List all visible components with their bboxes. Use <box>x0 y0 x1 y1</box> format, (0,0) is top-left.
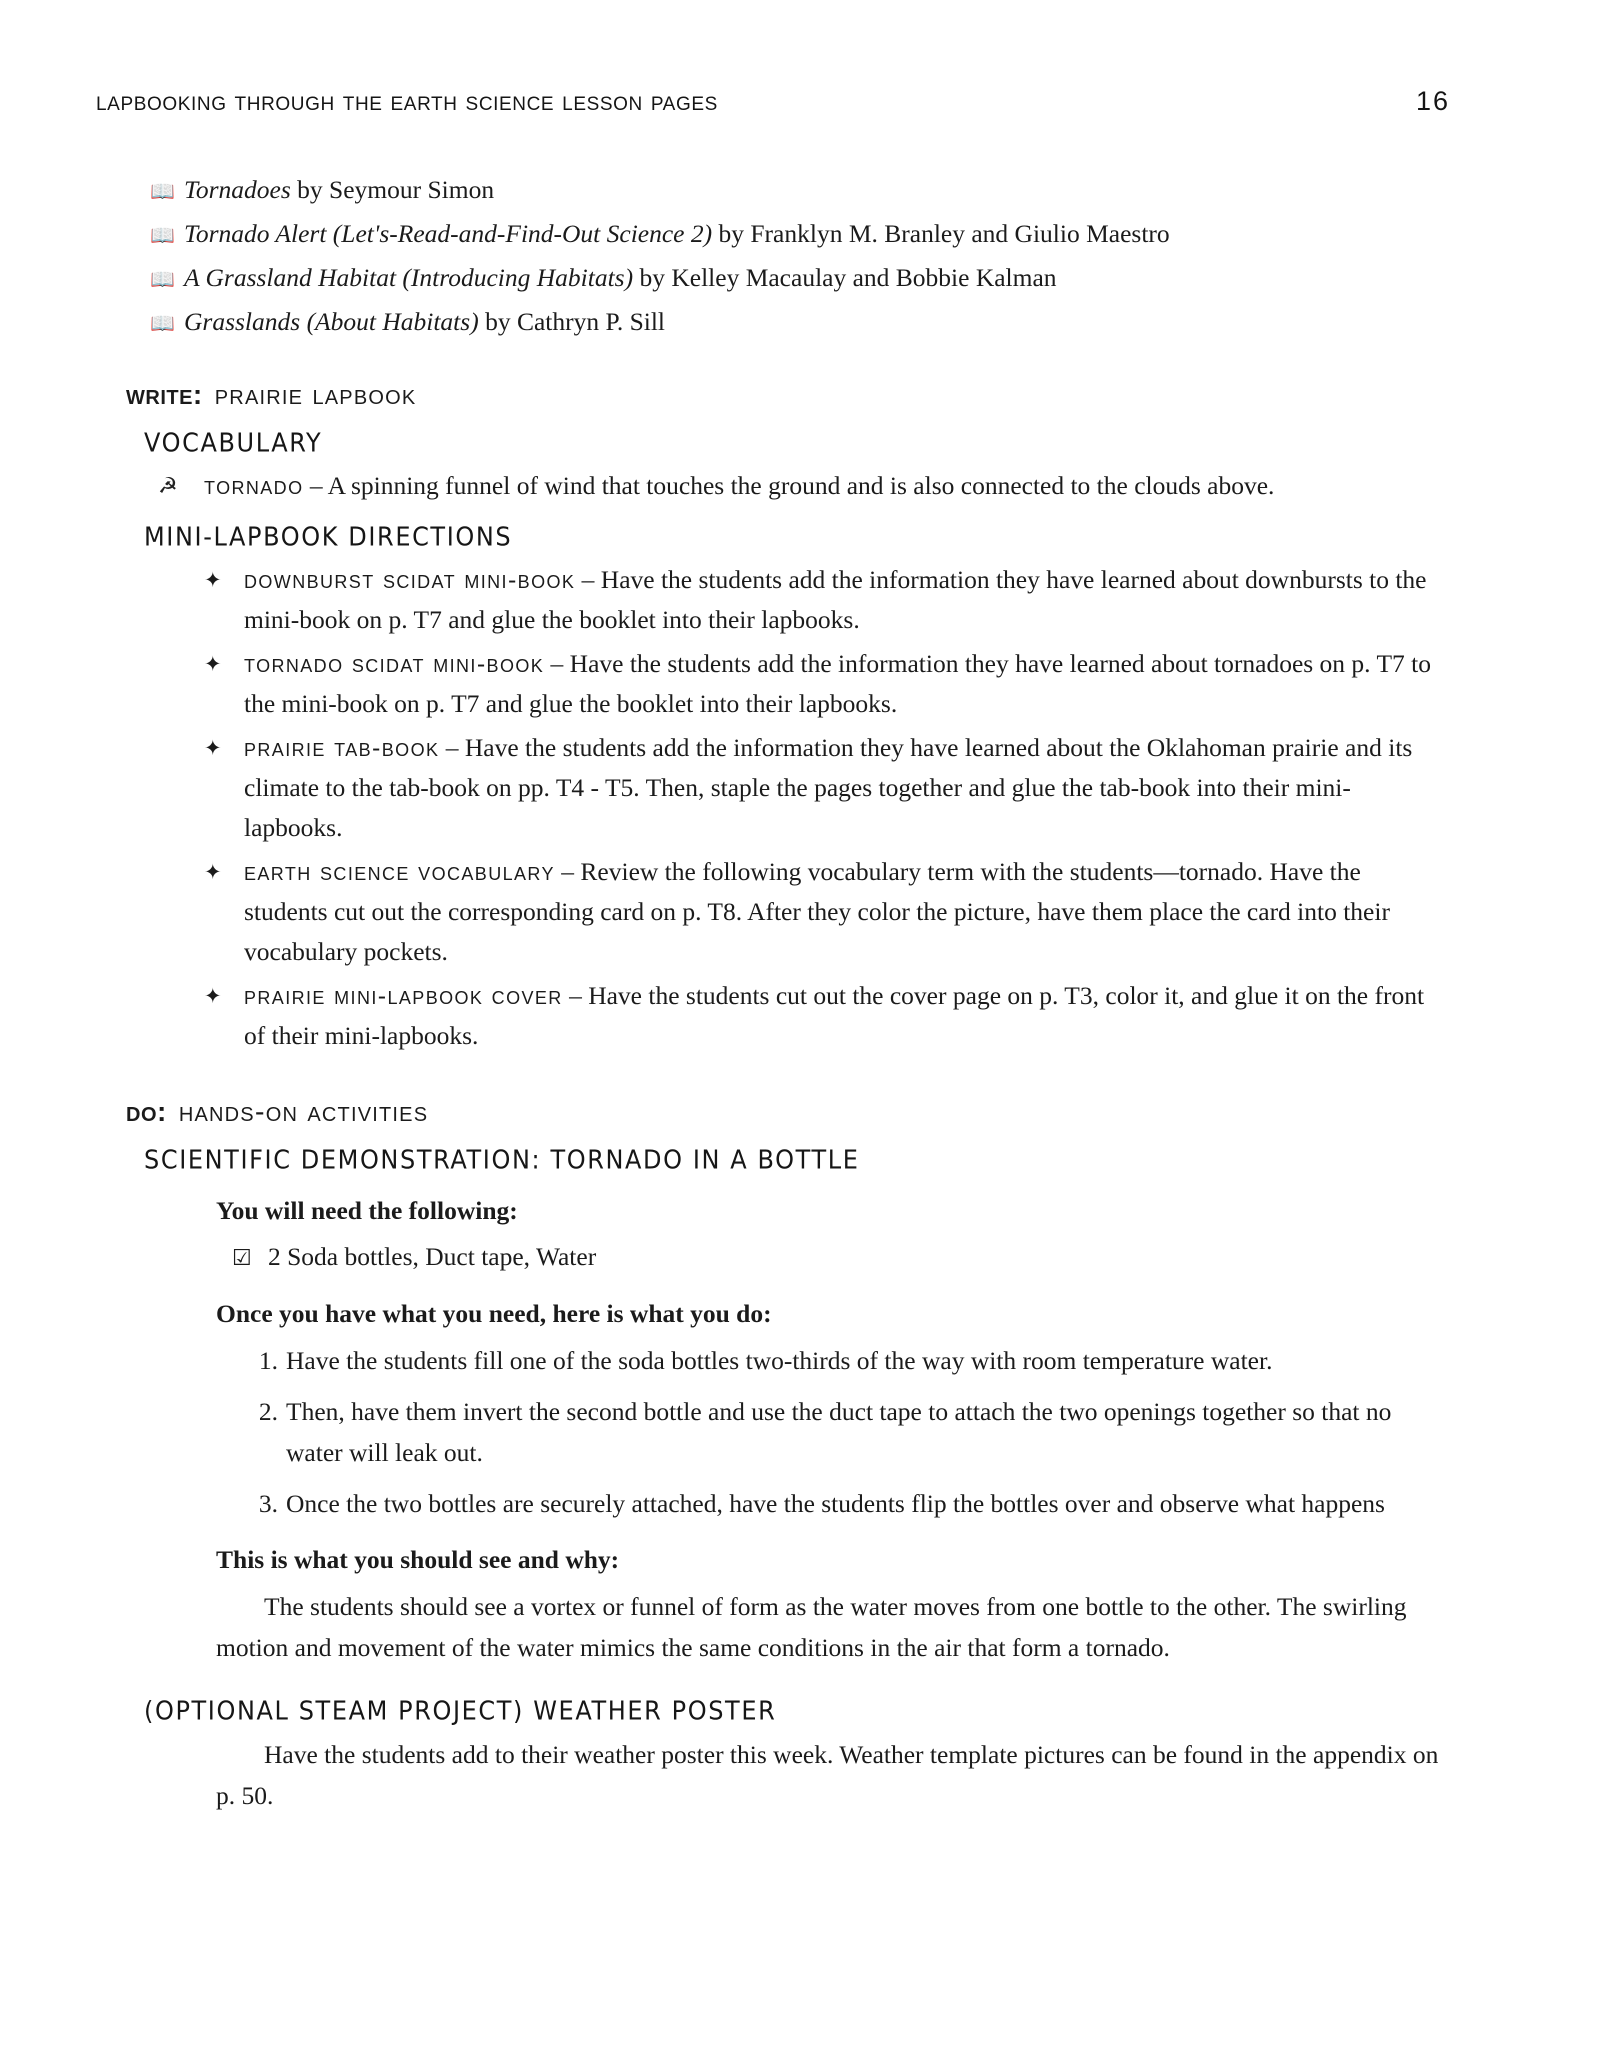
list-item <box>258 1340 1450 1381</box>
do-keyword: do: <box>126 1096 167 1127</box>
list-item <box>204 644 1434 724</box>
bullet-icon: ✦ <box>204 568 222 592</box>
book-title: A Grassland Habitat (Introducing Habitats) <box>184 263 634 292</box>
do-section-title: hands-on activities <box>178 1096 429 1128</box>
direction-term: prairie tab-book <box>244 734 440 762</box>
book-author: by Franklyn M. Branley and Giulio Maestro <box>712 219 1170 248</box>
directions-list <box>96 560 1450 1056</box>
list-item <box>96 213 1450 257</box>
write-section-title: prairie lapbook <box>214 379 417 411</box>
direction-text: – Have the students add the information they have learned about tornadoes on p. T7 to the mini-book on p. T7 and glue the booklet into their lapbooks. <box>244 649 1432 718</box>
list-item <box>96 169 1450 213</box>
list-item <box>96 301 1450 345</box>
vocabulary-text <box>204 466 1274 506</box>
book-title: Tornadoes <box>184 175 291 204</box>
book-entry <box>184 213 1170 254</box>
direction-text: – Have the students add the information they have learned about the Oklahoman prairie and its climate to the tab-book on pp. T4 - T5. Then, staple the pages together and glue the tab-book into their mini-lapbooks. <box>244 733 1413 842</box>
list-item <box>204 976 1434 1056</box>
direction-term: downburst scidat mini-book <box>244 566 576 594</box>
page-number: 16 <box>1415 86 1450 116</box>
vocabulary-term: tornado <box>204 472 304 500</box>
bullet-icon: ✦ <box>204 860 222 884</box>
step-number: 3. <box>258 1489 278 1518</box>
page-running-title: lapbooking through the earth science lesson pages <box>96 86 718 116</box>
direction-text: – Have the students add the information they have learned about downbursts to the mini-book on p. T7 and glue the booklet into their lapbooks. <box>244 565 1427 634</box>
book-icon: 📖 <box>150 313 175 335</box>
tornado-icon: ☭ <box>158 473 178 498</box>
result-paragraph: The students should see a vortex or funnel of form as the water moves from one bottle to the other. The swirling motion and movement of the water mimics the same conditions in the air that form a tornado. <box>216 1592 1407 1662</box>
step-text: Once the two bottles are securely attached, have the students flip the bottles over and observe what happens <box>286 1489 1385 1518</box>
demonstration-heading: SCIENTIFIC DEMONSTRATION: TORNADO IN A BOTTLE <box>144 1144 860 1175</box>
book-title: Grasslands (About Habitats) <box>184 307 479 336</box>
list-item <box>204 728 1434 848</box>
step-text: Then, have them invert the second bottle and use the duct tape to attach the two openings together so that no water will leak out. <box>286 1397 1392 1467</box>
vocabulary-entry <box>96 466 1450 506</box>
book-author: by Seymour Simon <box>290 175 495 204</box>
page-header <box>96 86 1450 117</box>
do-section-heading <box>96 1096 1450 1129</box>
book-entry <box>184 301 665 342</box>
bullet-icon: ✦ <box>204 736 222 760</box>
book-icon: 📖 <box>150 225 175 247</box>
direction-text: – Have the students cut out the cover page on p. T3, color it, and glue it on the front of their mini-lapbooks. <box>244 981 1425 1050</box>
bullet-icon: ✦ <box>204 652 222 676</box>
book-title: Tornado Alert (Let's-Read-and-Find-Out Science 2) <box>184 219 713 248</box>
list-item <box>204 560 1434 640</box>
write-keyword: write: <box>126 379 203 410</box>
step-text: Have the students fill one of the soda bottles two-thirds of the way with room temperature water. <box>286 1346 1273 1375</box>
vocabulary-heading: VOCABULARY <box>144 427 323 458</box>
materials-lead: You will need the following: <box>216 1196 518 1225</box>
steps-lead: Once you have what you need, here is what you do: <box>216 1299 772 1328</box>
direction-term: tornado scidat mini-book <box>244 650 545 678</box>
list-item <box>258 1483 1450 1524</box>
book-entry <box>184 257 1057 298</box>
list-item <box>96 257 1450 301</box>
list-item <box>204 852 1434 972</box>
book-author: by Cathryn P. Sill <box>478 307 666 336</box>
materials-text: 2 Soda bottles, Duct tape, Water <box>268 1242 597 1271</box>
bullet-icon: ✦ <box>204 984 222 1008</box>
book-author: by Kelley Macaulay and Bobbie Kalman <box>633 263 1057 292</box>
write-section-heading <box>96 379 1450 412</box>
steps-list <box>96 1340 1450 1524</box>
mini-lapbook-directions-heading: MINI-LAPBOOK DIRECTIONS <box>144 521 513 552</box>
checkbox-icon: ☑ <box>232 1245 252 1270</box>
book-icon: 📖 <box>150 269 175 291</box>
optional-project-paragraph: Have the students add to their weather poster this week. Weather template pictures can be found in the appendix on p. 50. <box>216 1740 1439 1810</box>
book-icon: 📖 <box>150 181 175 203</box>
direction-term: earth science vocabulary <box>244 858 555 886</box>
book-entry <box>184 169 494 210</box>
direction-text: – Review the following vocabulary term with the students—tornado. Have the students cut out the corresponding card on p. T8. After they color the picture, have them place the card into their vocabulary pockets. <box>244 857 1390 966</box>
book-resource-list <box>96 169 1450 345</box>
step-number: 2. <box>258 1397 278 1426</box>
optional-project-heading: (OPTIONAL STEAM PROJECT) WEATHER POSTER <box>144 1695 777 1726</box>
list-item <box>258 1391 1450 1473</box>
vocabulary-definition: – A spinning funnel of wind that touches the ground and is also connected to the clouds above. <box>303 471 1275 500</box>
result-lead: This is what you should see and why: <box>216 1545 620 1574</box>
step-number: 1. <box>258 1346 278 1375</box>
materials-item <box>96 1237 1450 1278</box>
direction-term: prairie mini-lapbook cover <box>244 982 563 1010</box>
